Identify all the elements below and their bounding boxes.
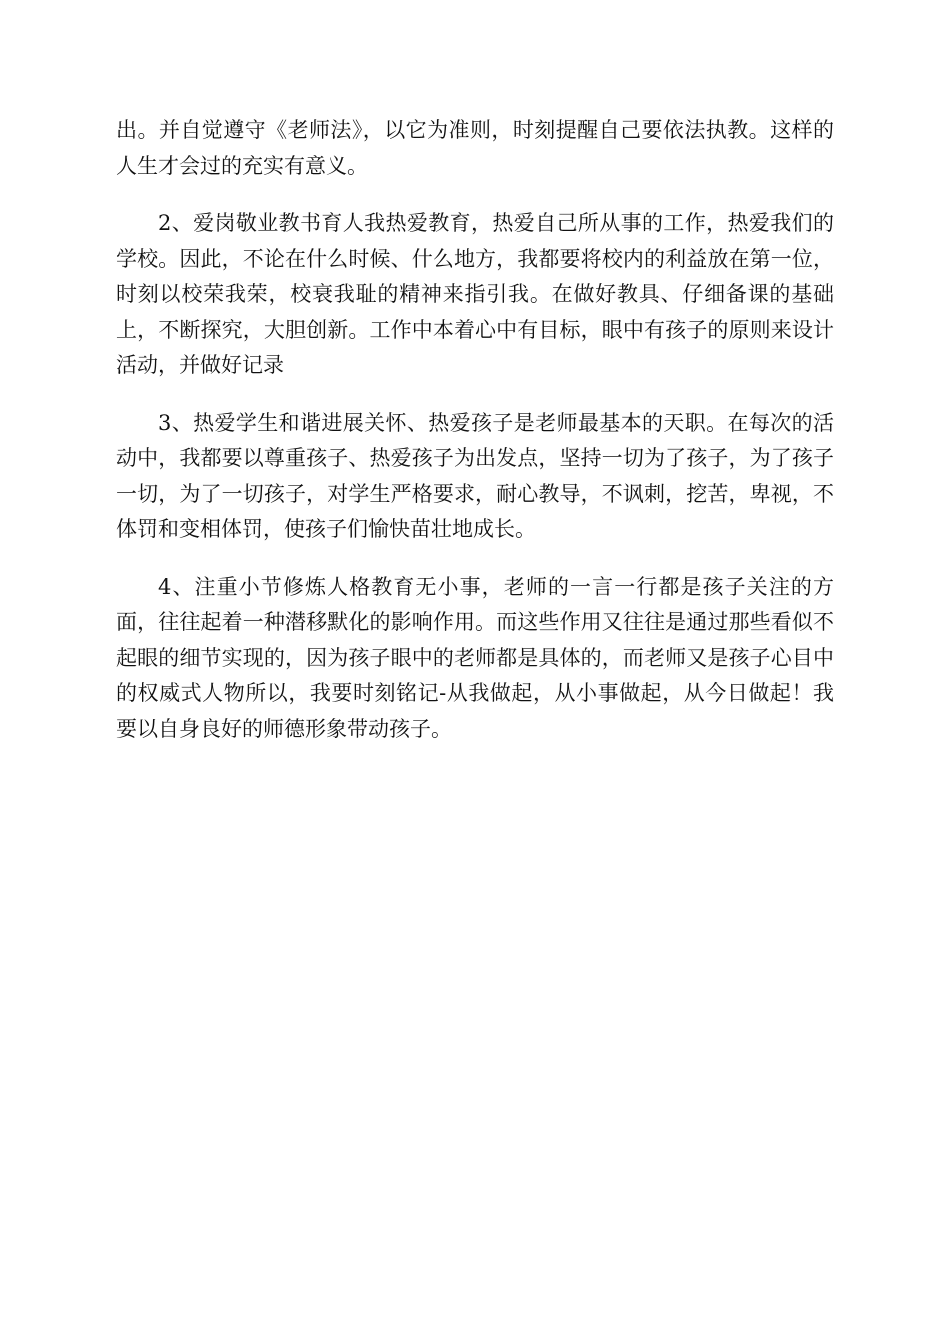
document-body: [116, 113, 834, 769]
paragraph-item-2: 2、爱岗敬业教书育人我热爱教育，热爱自己所从事的工作，热爱我们的学校。因此，不论在什么时候、什么地方，我都要将校内的利益放在第一位，时刻以校荣我荣，校衰我耻的精神来指引我。在做好教具、仔细备课的基础上，不断探究，大胆创新。工作中本着心中有目标，眼中有孩子的原则来设计活动，并做好记录: [116, 211, 834, 377]
paragraph-continuation: 出。并自觉遵守《老师法》，以它为准则，时刻提醒自己要依法执教。这样的人生才会过的充实有意义。: [116, 118, 834, 178]
paragraph-item-3: 3、热爱学生和谐进展关怀、热爱孩子是老师最基本的天职。在每次的活动中，我都要以尊重孩子、热爱孩子为出发点，坚持一切为了孩子，为了孩子一切，为了一切孩子，对学生严格要求，耐心教导，不讽刺，挖苦，卑视，不体罚和变相体罚，使孩子们愉快苗壮地成长。: [116, 410, 834, 541]
paragraph-item-4: 4、注重小节修炼人格教育无小事，老师的一言一行都是孩子关注的方面，往往起着一种潜移默化的影响作用。而这些作用又往往是通过那些看似不起眼的细节实现的，因为孩子眼中的老师都是具体的，而老师又是孩子心目中的权威式人物所以，我要时刻铭记-从我做起，从小事做起，从今日做起！我要以自身良好的师德形象带动孩子。: [116, 574, 834, 741]
